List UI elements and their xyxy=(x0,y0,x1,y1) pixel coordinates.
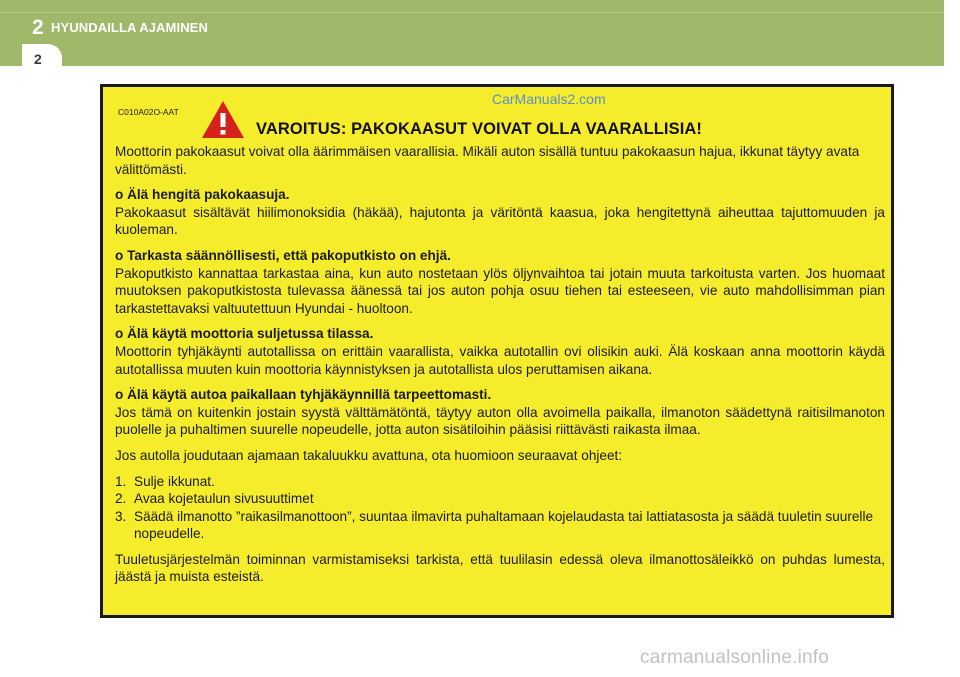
chapter-title: HYUNDAILLA AJAMINEN xyxy=(51,20,208,35)
instruction-list xyxy=(115,473,885,543)
intro-paragraph: Moottorin pakokaasut voivat olla äärimmäisen vaarallisia. Mikäli auton sisällä tuntuu pakokaasun hajua, ikkunat täytyy avata välittömästi. xyxy=(115,144,860,177)
warning-content xyxy=(115,143,885,594)
watermark-link[interactable]: CarManuals2.com xyxy=(492,91,606,107)
list-item-text: Sulje ikkunat. xyxy=(134,473,215,489)
section-heading: o Älä käytä autoa paikallaan tyhjäkäynnillä tarpeettomasti. xyxy=(115,387,492,403)
section-body: Pakokaasut sisältävät hiilimonoksidia (häkää), hajutonta ja väritöntä kaasua, joka hengitettynä aiheuttaa tajuttomuuden ja kuoleman. xyxy=(115,204,885,238)
list-item-text: Avaa kojetaulun sivusuuttimet xyxy=(134,491,314,507)
list-intro: Jos autolla joudutaan ajamaan takaluukku avattuna, ota huomioon seuraavat ohjeet: xyxy=(115,447,623,463)
section-code: C010A02O-AAT xyxy=(118,107,179,117)
page-number-tab xyxy=(22,44,62,76)
list-item-number: 1. xyxy=(115,473,127,489)
warning-section xyxy=(115,186,885,239)
list-item-number: 2. xyxy=(115,491,127,507)
warning-section xyxy=(115,386,885,439)
section-heading: o Tarkasta säännöllisesti, että pakoputkisto on ehjä. xyxy=(115,247,451,263)
section-heading: o Älä käytä moottoria suljetussa tilassa. xyxy=(115,326,374,342)
warning-box xyxy=(100,84,894,618)
section-heading: o Älä hengitä pakokaasuja. xyxy=(115,187,290,203)
section-body: Moottorin tyhjäkäynti autotallissa on erittäin vaarallista, vaikka autotallin ovi olisikin auki. Älä koskaan anna moottorin käydä autotallissa muuten kuin moottoria käynnistyksen ja autotallista ulos peruttamisen aikana. xyxy=(115,343,885,377)
list-item-text: Säädä ilmanotto ”raikasilmanottoon”, suuntaa ilmavirta puhaltamaan kojelaudasta tai lattiatasosta ja säädä tuuletin suurelle nopeudelle. xyxy=(134,508,874,542)
footer-watermark-link[interactable]: carmanualsonline.info xyxy=(640,647,830,668)
closing-paragraph: Tuuletusjärjestelmän toiminnan varmistamiseksi tarkista, että tuulilasin edessä oleva ilmanottosäleikkö on puhdas lumesta, jäästä ja muista esteistä. xyxy=(115,551,885,585)
chapter-number: 2 xyxy=(32,16,44,39)
warning-triangle-icon xyxy=(201,99,245,139)
list-item xyxy=(115,490,885,508)
warning-section xyxy=(115,325,885,378)
page-number: 2 xyxy=(34,51,42,67)
section-body: Jos tämä on kuitenkin jostain syystä välttämätöntä, täytyy auton olla avoimella paikalla, ilmanoton säädettynä raitisilmanoton puolelle ja puhaltimen suurelle nopeudelle, jotta auton sisätiloihin pääsisi riittävästi raikasta ilmaa. xyxy=(115,404,885,438)
section-body: Pakoputkisto kannattaa tarkastaa aina, kun auto nostetaan ylös öljynvaihtoa tai jotain muuta tarkoitusta varten. Jos huomaat muutoksen pakoputkistosta tulevassa äänessä tai jos auton pohja osuu tiehen tai esteeseen, vie auto mahdollisimman pian tarkastettavaksi valtuutettuun Hyundai - huoltoon. xyxy=(115,265,885,316)
list-item xyxy=(115,508,885,543)
warning-section xyxy=(115,247,885,317)
warning-title: VAROITUS: PAKOKAASUT VOIVAT OLLA VAARALLISIA! xyxy=(256,120,703,138)
list-item-number: 3. xyxy=(115,508,127,524)
list-item xyxy=(115,473,885,491)
